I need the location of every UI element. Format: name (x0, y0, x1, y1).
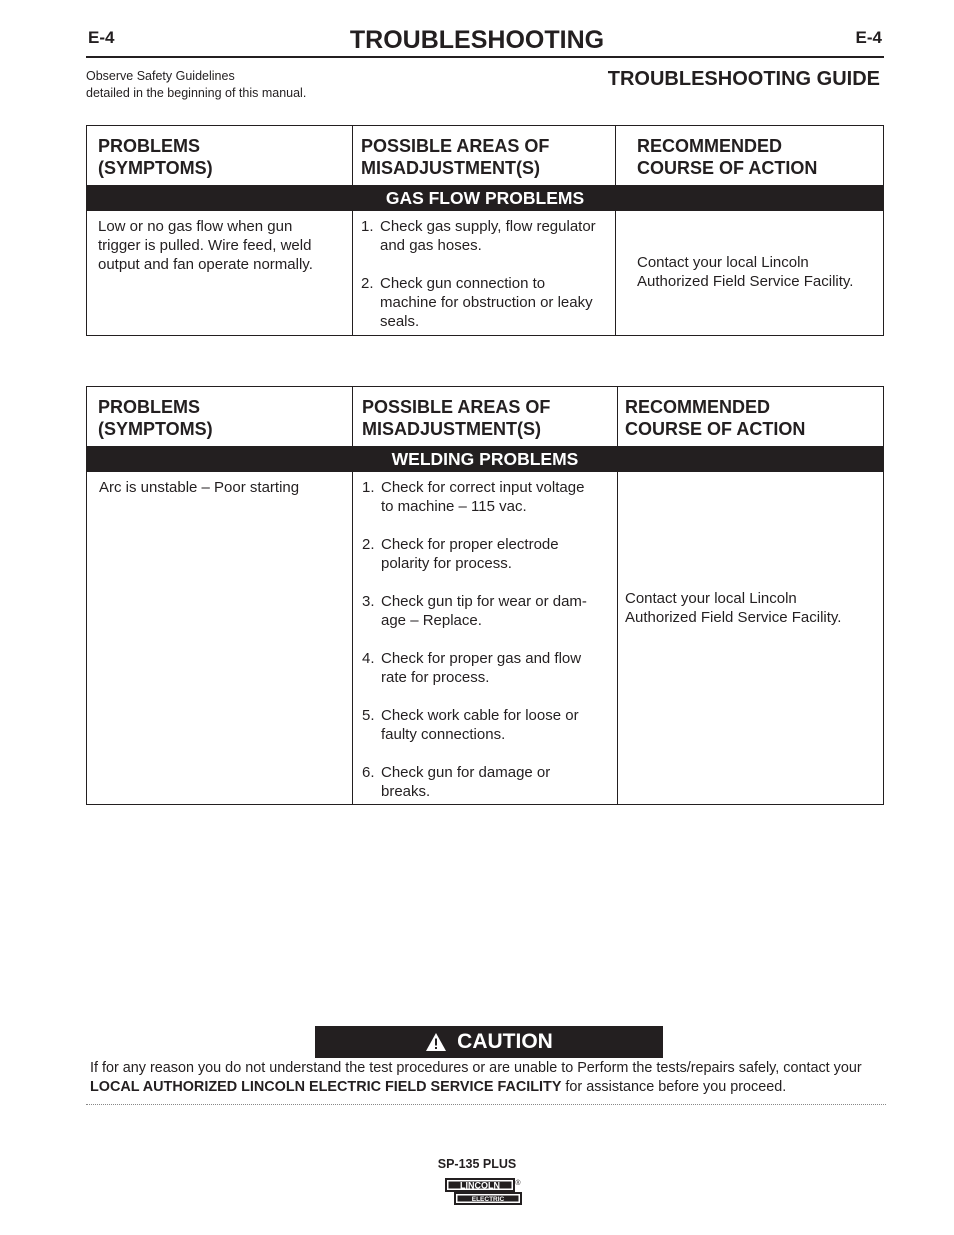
header-action-line1: RECOMMENDED (637, 136, 783, 156)
caution-text-start: If for any reason you do not understand the test procedures or are unable to Perform the tests/repairs safely, contact your (90, 1060, 862, 1076)
dotted-divider (86, 1104, 886, 1105)
safety-note-line1: Observe Safety Guidelines (86, 69, 235, 83)
action-cell (618, 472, 883, 804)
header-problems (87, 126, 353, 185)
step-item (362, 592, 617, 630)
step-text: polarity for process. (381, 555, 512, 572)
gas-flow-table (86, 125, 884, 336)
page-code-left: E-4 (88, 28, 115, 47)
step-item (362, 535, 617, 573)
step-text: rate for process. (381, 669, 490, 686)
action-line: Authorized Field Service Facility. (637, 273, 854, 290)
action-cell (616, 211, 883, 335)
step-text: Check gun tip for wear or dam- (381, 593, 587, 610)
step-number: 2. (361, 275, 374, 292)
step-text: seals. (380, 313, 420, 330)
symptom-line: trigger is pulled. Wire feed, weld (98, 237, 312, 254)
caution-text-end: for assistance before you proceed. (561, 1079, 787, 1095)
step-text: Check for correct input voltage (381, 479, 585, 496)
safety-note (86, 68, 306, 102)
header-course-of-action (618, 387, 883, 446)
step-item (362, 649, 617, 687)
logo-top-text: LINCOLN (460, 1180, 500, 1191)
step-text: Check gun for damage or (381, 764, 551, 781)
header-rule (86, 56, 884, 58)
header-misadj-line1: POSSIBLE AREAS OF (361, 136, 550, 156)
header-misadjustments (353, 387, 618, 446)
step-number: 3. (362, 593, 375, 610)
step-text: faulty connections. (381, 726, 506, 743)
header-problems-line1: PROBLEMS (98, 136, 201, 156)
symptom-line: Arc is unstable – Poor starting (99, 479, 300, 496)
caution-label: CAUTION (457, 1030, 553, 1053)
model-name: SP-135 PLUS (437, 1157, 517, 1171)
action-line: Contact your local Lincoln (637, 254, 809, 271)
header-problems-line2: (SYMPTOMS) (98, 419, 213, 439)
logo-bottom-text: ELECTRIC (471, 1196, 505, 1203)
section-bar-gas-flow: GAS FLOW PROBLEMS (87, 186, 883, 211)
step-item (362, 478, 617, 516)
table-header-row (87, 387, 883, 447)
step-text: age – Replace. (381, 612, 482, 629)
table-row (87, 472, 883, 804)
page-title: TROUBLESHOOTING (349, 26, 605, 54)
table-header-row (87, 126, 883, 186)
header-problems-line2: (SYMPTOMS) (98, 158, 213, 178)
safety-note-line2: detailed in the beginning of this manual. (86, 86, 307, 100)
guide-title: TROUBLESHOOTING GUIDE (607, 68, 880, 90)
step-number: 4. (362, 650, 375, 667)
action-line: Authorized Field Service Facility. (625, 609, 842, 626)
step-text: Check gun connection to (380, 275, 546, 292)
step-text: Check for proper gas and flow (381, 650, 582, 667)
step-text: Check gas supply, flow regulator (380, 218, 596, 235)
header-action-line2: COURSE OF ACTION (637, 158, 818, 178)
step-text: Check for proper electrode (381, 536, 559, 553)
welding-table (86, 386, 884, 805)
step-item (362, 706, 617, 744)
step-item (361, 217, 615, 255)
caution-text-bold: LOCAL AUTHORIZED LINCOLN ELECTRIC FIELD SERVICE FACILITY (90, 1079, 562, 1095)
section-bar-welding: WELDING PROBLEMS (87, 447, 883, 472)
lincoln-electric-logo (444, 1177, 524, 1212)
symptom-cell (87, 211, 353, 335)
warning-triangle-icon (425, 1032, 447, 1052)
header-misadj-line2: MISADJUSTMENT(S) (362, 419, 541, 439)
step-text: breaks. (381, 783, 431, 800)
step-number: 2. (362, 536, 375, 553)
header-misadj-line1: POSSIBLE AREAS OF (362, 397, 551, 417)
step-item (362, 763, 617, 801)
misadjustment-cell (353, 472, 618, 804)
step-text: machine for obstruction or leaky (380, 294, 593, 311)
symptom-line: Low or no gas flow when gun (98, 218, 293, 235)
step-text: Check work cable for loose or (381, 707, 579, 724)
caution-banner (315, 1026, 663, 1058)
step-text: to machine – 115 vac. (381, 498, 527, 515)
page-code-right: E-4 (855, 28, 882, 47)
symptom-line: output and fan operate normally. (98, 256, 313, 273)
step-text: and gas hoses. (380, 237, 482, 254)
header-problems (87, 387, 353, 446)
step-number: 6. (362, 764, 375, 781)
step-number: 1. (361, 218, 374, 235)
header-problems-line1: PROBLEMS (98, 397, 201, 417)
header-misadjustments (353, 126, 616, 185)
caution-text (90, 1059, 890, 1097)
table-row (87, 211, 883, 335)
symptom-cell (87, 472, 353, 804)
misadjustment-cell (353, 211, 616, 335)
header-course-of-action (616, 126, 883, 185)
step-number: 5. (362, 707, 375, 724)
action-line: Contact your local Lincoln (625, 590, 797, 607)
step-item (361, 274, 615, 331)
header-misadj-line2: MISADJUSTMENT(S) (361, 158, 540, 178)
header-action-line2: COURSE OF ACTION (625, 419, 806, 439)
header-action-line1: RECOMMENDED (625, 397, 771, 417)
step-number: 1. (362, 479, 375, 496)
logo-registered-mark: ® (515, 1180, 521, 1187)
